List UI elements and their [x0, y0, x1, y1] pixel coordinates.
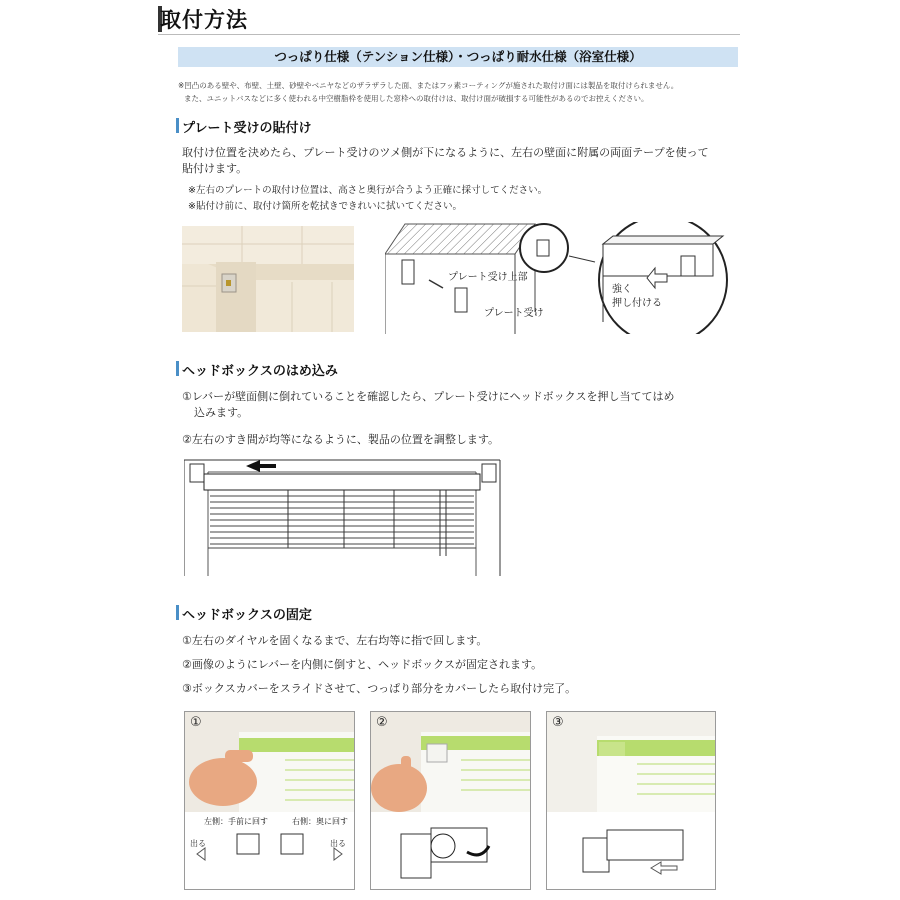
panel-1-out-left: 出る: [190, 839, 206, 848]
section2-step-2: ②左右のすき間が均等になるように、製品の位置を調整します。: [182, 433, 499, 446]
section1-note-1: ※左右のプレートの取付け位置は、高さと奥行が合うよう正確に採寸してください。: [188, 185, 548, 196]
step-panel-3: [546, 711, 716, 890]
section2-accent-bar: [176, 361, 179, 376]
title-divider: [158, 34, 740, 35]
panel-1-left-caption: 左側：手前に回す: [204, 817, 268, 826]
section1-accent-bar: [176, 118, 179, 133]
press-label-line-2: 押し付ける: [612, 298, 662, 309]
step-panel-2: [370, 711, 531, 890]
spec-banner: つっぱり仕様（テンション仕様）・つっぱり耐水仕様（浴室仕様）: [178, 47, 738, 67]
panel-1-number: ①: [190, 715, 202, 730]
panel-1-out-right: 出る: [330, 839, 346, 848]
section1-body-line-1: 取付け位置を決めたら、プレート受けのツメ側が下になるように、左右の壁面に附属の両面テープを使って: [182, 146, 709, 159]
section2-step-1: ①レバーが壁面側に倒れていることを確認したら、プレート受けにヘッドボックスを押し当ててはめ: [182, 390, 675, 403]
warning-line-1: ※凹凸のある壁や、布壁、土壁、砂壁やベニヤなどのザラザラした面、またはフッ素コーティングが施された取付け面には製品を取付けられません。: [178, 81, 679, 90]
section1-note-2: ※貼付け前に、取付け箇所を乾拭きできれいに拭いてください。: [188, 201, 462, 212]
panel-3-number: ③: [552, 715, 564, 730]
section1-body-line-2: 貼付けます。: [182, 162, 248, 175]
plate-mount-photo: [182, 226, 354, 332]
press-label-line-1: 強く: [612, 284, 632, 295]
section3-step-3: ③ボックスカバーをスライドさせて、つっぱり部分をカバーしたら取付け完了。: [182, 682, 577, 695]
plate-top-label: プレート受け上部: [448, 272, 528, 283]
section2-step-1-cont: 込みます。: [194, 406, 249, 419]
section3-step-1: ①左右のダイヤルを固くなるまで、左右均等に指で回します。: [182, 634, 488, 647]
section3-heading: ヘッドボックスの固定: [182, 608, 312, 623]
section3-step-2: ②画像のようにレバーを内側に倒すと、ヘッドボックスが固定されます。: [182, 658, 543, 671]
plate-label: プレート受け: [484, 308, 544, 319]
step-panel-1: [184, 711, 355, 890]
section2-heading: ヘッドボックスのはめ込み: [182, 364, 338, 379]
panel-1-right-caption: 右側：奥に回す: [292, 817, 348, 826]
headbox-diagram: [184, 456, 504, 576]
warning-line-2: また、ユニットバスなどに多く使われる中空樹脂枠を使用した窓枠への取付けは、取付け面が破損する可能性があるのでお控えください。: [184, 94, 649, 103]
plate-diagram: [385, 222, 745, 334]
page-title: 取付方法: [160, 8, 248, 32]
panel-2-number: ②: [376, 715, 388, 730]
section1-heading: プレート受けの貼付け: [182, 121, 312, 136]
section3-accent-bar: [176, 605, 179, 620]
